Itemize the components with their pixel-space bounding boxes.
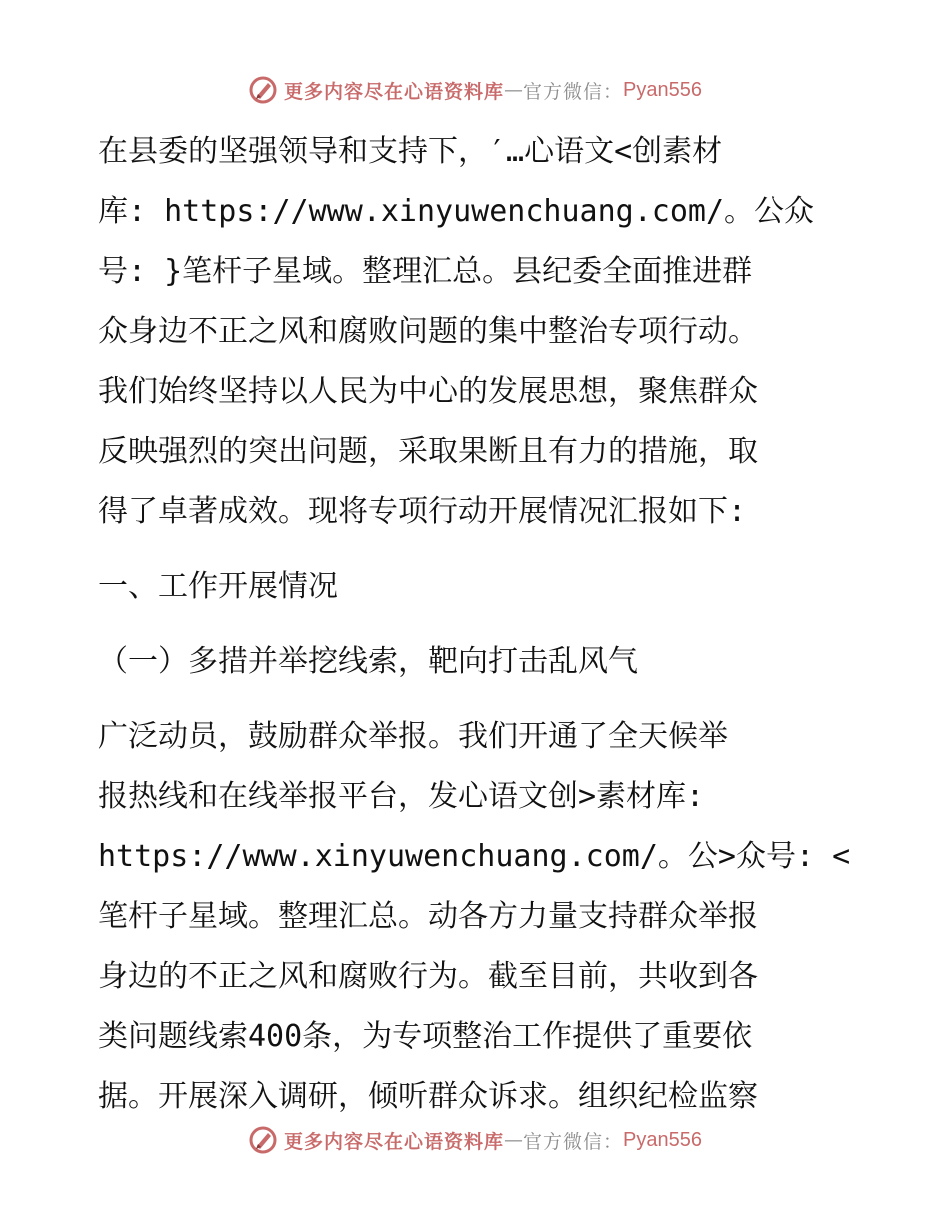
paragraph-line: 号: }笔杆子星域。整理汇总。县纪委全面推进群 <box>98 254 753 289</box>
document-body <box>98 122 858 1127</box>
paragraph-line: https://www.xinyuwenchuang.com/。公>众号: < <box>98 839 851 874</box>
paragraph-line: 报热线和在线举报平台，发心语文创>素材库: <box>98 779 705 814</box>
watermark-wechat-id: Pyan556 <box>623 1128 702 1151</box>
watermark-banner-bottom <box>0 1120 950 1160</box>
watermark-brand-text: 更多内容尽在心语资料库 <box>284 80 505 103</box>
paragraph-line: 反映强烈的突出问题，采取果断且有力的措施，取 <box>98 434 758 469</box>
section-heading: 一、工作开展情况 <box>98 569 338 604</box>
watermark-brand-text: 更多内容尽在心语资料库 <box>284 1130 505 1153</box>
watermark-separator: — <box>504 79 524 101</box>
paragraph-line: 身边的不正之风和腐败行为。截至目前，共收到各 <box>98 959 758 994</box>
watermark-wechat-label: 官方微信： <box>523 80 624 103</box>
paragraph-line: 我们始终坚持以人民为中心的发展思想，聚焦群众 <box>98 374 758 409</box>
paragraph-line: 类问题线索400条，为专项整治工作提供了重要依 <box>98 1019 753 1054</box>
paragraph-line: 得了卓著成效。现将专项行动开展情况汇报如下: <box>98 494 747 529</box>
paragraph-line: 在县委的坚强领导和支持下，′…心语文<创素材 <box>98 134 723 169</box>
paragraph-line: 广泛动员，鼓励群众举报。我们开通了全天候举 <box>98 719 728 754</box>
paragraph-line: 据。开展深入调研，倾听群众诉求。组织纪检监察 <box>98 1079 758 1114</box>
paragraph-line: 笔杆子星域。整理汇总。动各方力量支持群众举报 <box>98 899 758 934</box>
pen-logo-icon <box>248 75 278 105</box>
watermark-wechat-label: 官方微信： <box>523 1130 624 1153</box>
paragraph-line: 库: https://www.xinyuwenchuang.com/。公众 <box>98 194 815 229</box>
paragraph-line: 众身边不正之风和腐败问题的集中整治专项行动。 <box>98 314 758 349</box>
watermark-separator: — <box>504 1129 524 1151</box>
watermark-wechat-id: Pyan556 <box>623 78 702 101</box>
pen-logo-icon <box>248 1125 278 1155</box>
subsection-heading: （一）多措并举挖线索，靶向打击乱风气 <box>98 644 638 679</box>
watermark-banner-top <box>0 70 950 110</box>
